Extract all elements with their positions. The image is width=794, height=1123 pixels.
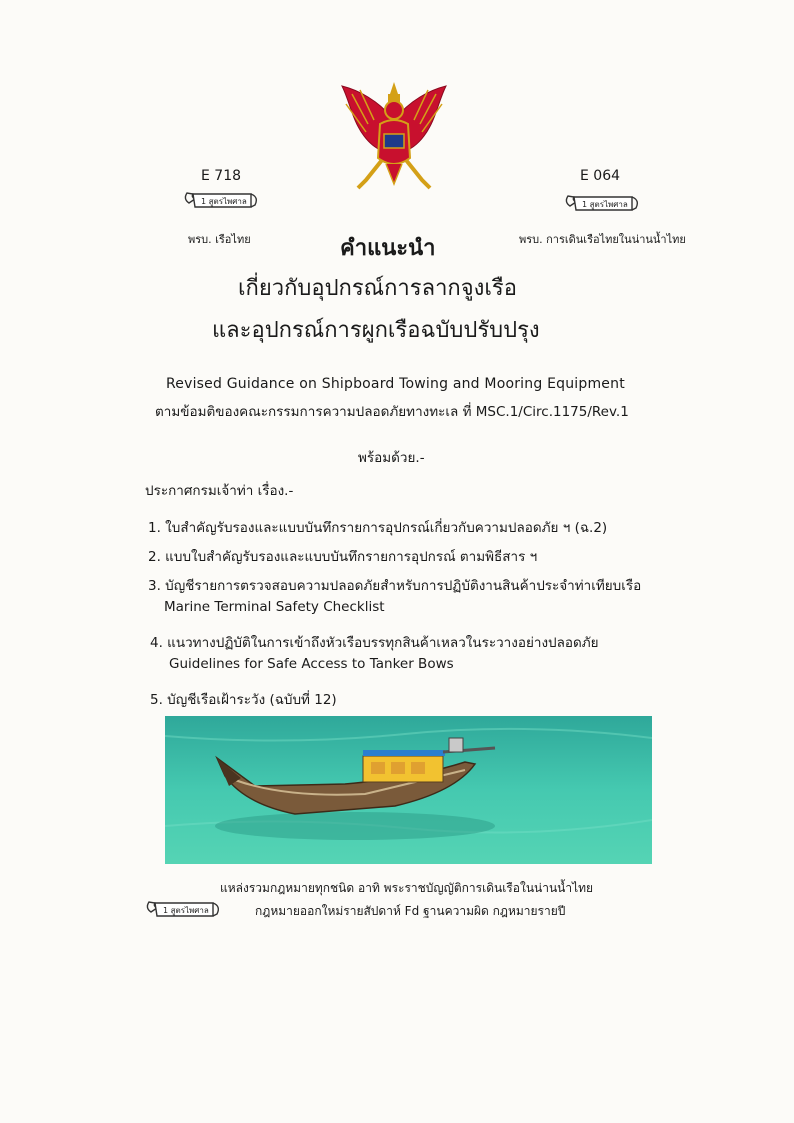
main-title: คำแนะนำ bbox=[340, 236, 436, 261]
english-subtitle: Revised Guidance on Shipboard Towing and Mooring Equipment bbox=[166, 376, 625, 392]
thai-subtitle: ตามข้อมติของคณะกรรมการความปลอดภัยทางทะเล ที่ MSC.1/Circ.1175/Rev.1 bbox=[155, 404, 629, 420]
right-code: E 064 bbox=[580, 168, 621, 184]
list-item: 4. แนวทางปฏิบัติในการเข้าถึงหัวเรือบรรทุกสินค้าเหลวในระวางอย่างปลอดภัย bbox=[150, 635, 599, 651]
svg-text:1 สูตรไพศาล: 1 สูตรไพศาล bbox=[201, 197, 247, 206]
with-label: พร้อมด้วย.- bbox=[358, 450, 425, 466]
title-line-1-text: เกี่ยวกับอุปกรณ์การลากจูงเรือ bbox=[238, 276, 517, 301]
garuda-emblem bbox=[338, 80, 450, 194]
list-item: 5. บัญชีเรือเฝ้าระวัง (ฉบับที่ 12) bbox=[150, 692, 337, 708]
svg-text:1 สูตรไพศาล: 1 สูตรไพศาล bbox=[582, 200, 628, 209]
right-label: พรบ. การเดินเรือไทยในน่านน้ำไทย bbox=[519, 233, 686, 246]
list-item: 2. แบบใบสำคัญรับรองและแบบบันทึกรายการอุปกรณ์ ตามพิธีสาร ฯ bbox=[148, 549, 538, 565]
footer-line-2: กฎหมายออกใหม่รายสัปดาห์ Fd ฐานความผิด กฎหมายรายปี bbox=[255, 904, 566, 918]
list-item: 1. ใบสำคัญรับรองและแบบบันทึกรายการอุปกรณ์เกี่ยวกับความปลอดภัย ฯ (ฉ.2) bbox=[148, 520, 608, 536]
list-item-english: Guidelines for Safe Access to Tanker Bows bbox=[169, 656, 454, 672]
footer-scroll-logo-icon bbox=[143, 894, 223, 924]
footer-line-1: แหล่งรวมกฎหมายทุกชนิด อาทิ พระราชบัญญัติการเดินเรือในน่านน้ำไทย bbox=[220, 881, 594, 895]
left-code: E 718 bbox=[201, 168, 242, 184]
title-line-1 bbox=[0, 270, 794, 305]
list-item-english: Marine Terminal Safety Checklist bbox=[164, 599, 385, 615]
announcement-label: ประกาศกรมเจ้าท่า เรื่อง.- bbox=[145, 483, 294, 499]
title-line-2-text: และอุปกรณ์การผูกเรือฉบับปรับปรุง bbox=[212, 318, 540, 343]
list-item: 3. บัญชีรายการตรวจสอบความปลอดภัยสำหรับการปฏิบัติงานสินค้าประจำท่าเทียบเรือ bbox=[148, 578, 642, 594]
svg-text:1 สูตรไพศาล: 1 สูตรไพศาล bbox=[163, 906, 209, 915]
scroll-logo-icon bbox=[181, 185, 261, 215]
left-label: พรบ. เรือไทย bbox=[188, 233, 251, 246]
title-line-2 bbox=[0, 312, 794, 347]
scroll-logo-icon bbox=[562, 188, 642, 218]
longtail-boat-photo bbox=[165, 716, 652, 864]
